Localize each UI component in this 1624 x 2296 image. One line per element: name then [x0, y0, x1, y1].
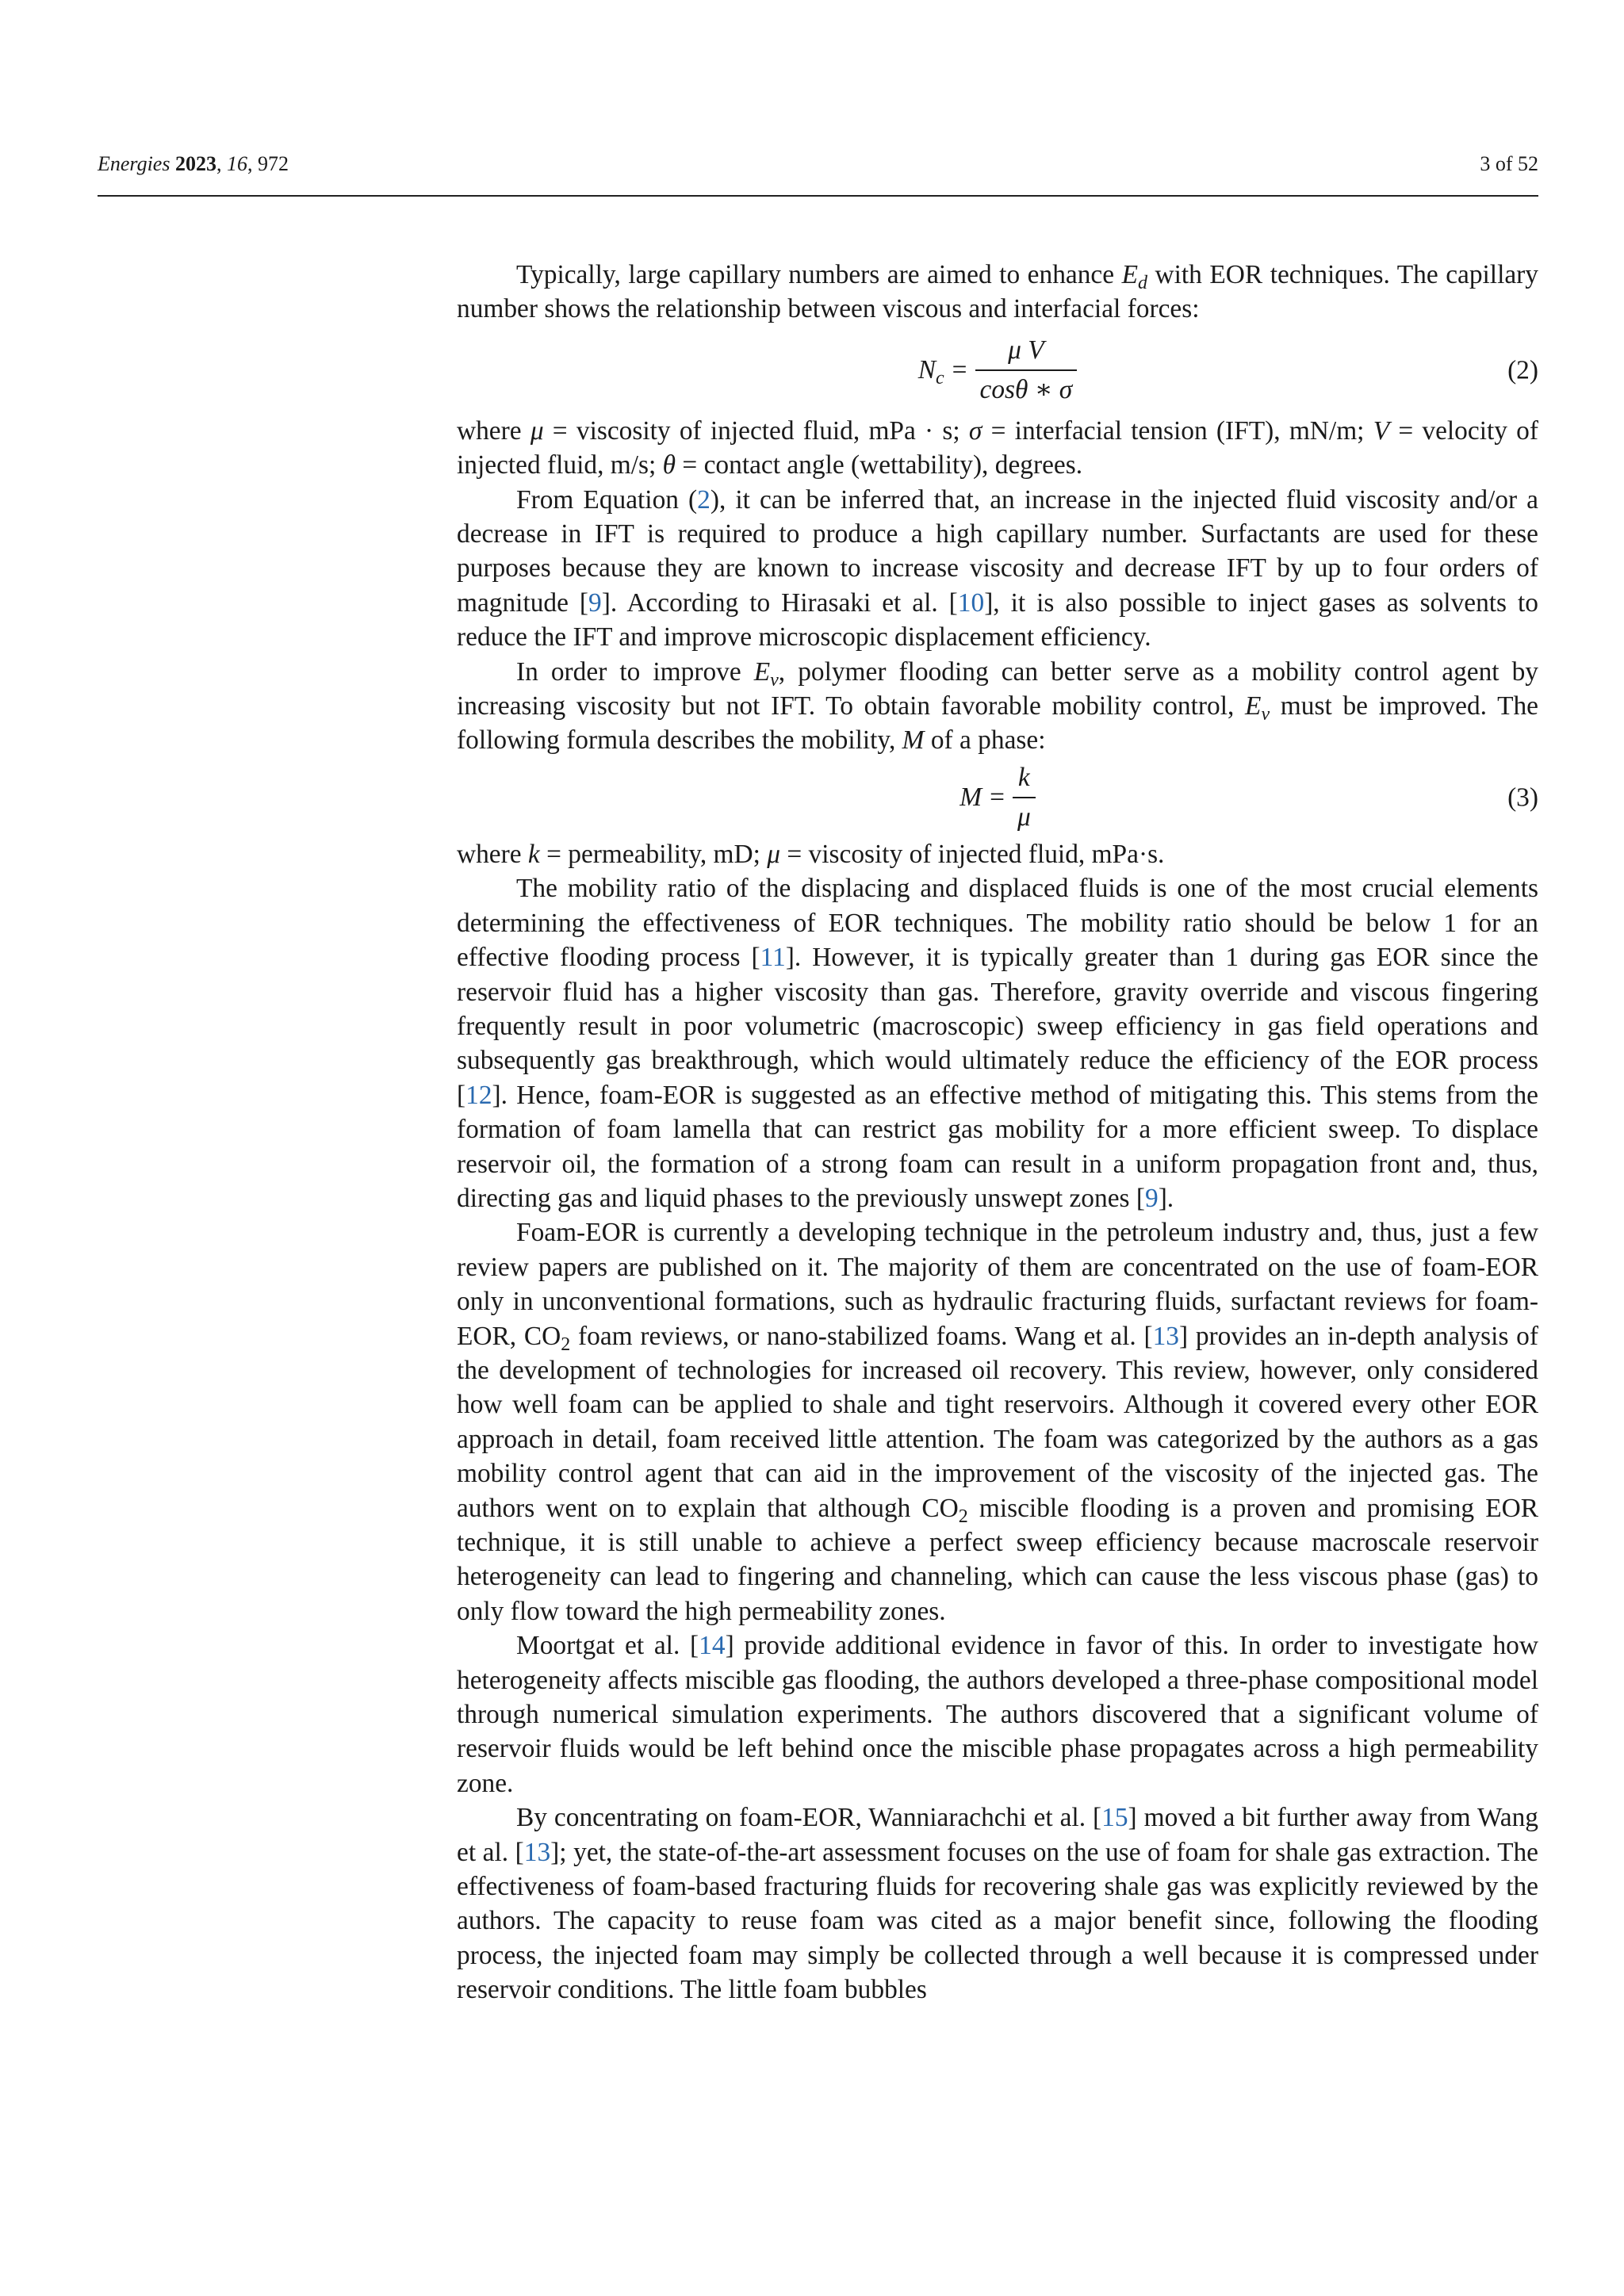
equation-2: $N_c$ = $\frac{\text{μ V}}{\cos\theta ∗ \sigma}$ (2)	[457, 327, 1538, 414]
paragraph-eq3-definitions: where k = permeability, mD; μ = viscosity of injected fluid, mPa·s.	[457, 839, 1165, 869]
paragraph-capillary-intro: Typically, large capillary numbers are aimed to enhance $E_d$ with EOR techniques. The capillary number shows the relationship between viscous and interfacial forces:	[457, 260, 1538, 324]
citation-link[interactable]: 14	[699, 1631, 726, 1661]
paragraph-eq2-definitions: where μ = viscosity of injected fluid, mPa · s; σ = interfacial tension (IFT), mN/m; V = velocity of injected fluid, m/s; θ = contact angle (wettability), degrees.	[457, 415, 1538, 480]
citation-link[interactable]: 12	[465, 1080, 492, 1110]
paragraph-moortgat: Moortgat et al. [14] provide additional evidence in favor of this. In order to investigate how heterogeneity affects miscible gas flooding, the authors developed a three-phase compositional model through numerical simulation experiments. The authors discovered that a significant volume of reservoir fluids would be left behind once the miscible phase propagates across a high permeability zone.	[457, 1631, 1538, 1798]
equation-3-fraction: $\frac{k}{\mu}$	[1013, 760, 1036, 834]
paragraph-foam-eor-reviews: Foam-EOR is currently a developing technique in the petroleum industry and, thus, just a few review papers are published on it. The majority of them are concentrated on the use of foam-EOR only in unconventional formations, such as hydraulic fracturing fluids, surfactant reviews for foam-EOR, $CO_2$ foam reviews, or nano-stabilized foams. Wang et al. [13] provides an in-depth analysis of the development of technologies for increased oil recovery. This review, however, only considered how well foam can be applied to shale and tight reservoirs. Although it covered every other EOR approach in detail, foam received little attention. The foam was categorized by the authors as a gas mobility control agent that can aid in the improvement of the viscosity of the injected gas. The authors went on to explain that although $CO_2$ miscible flooding is a proven and promising EOR technique, it is still unable to achieve a perfect sweep efficiency because macroscale reservoir heterogeneity can lead to fingering and channeling, which can cause the less viscous phase (gas) to only flow toward the high permeability zones.	[457, 1218, 1538, 1626]
citation-link[interactable]: 10	[957, 587, 985, 618]
running-header	[98, 152, 1538, 197]
equation-2-fraction: $\frac{\text{μ V}}{\cos\theta ∗ \sigma}$	[975, 333, 1078, 407]
citation-link[interactable]: 9	[1144, 1183, 1159, 1213]
citation-link[interactable]: 15	[1101, 1803, 1128, 1833]
paragraph-mobility-ratio: The mobility ratio of the displacing and displaced fluids is one of the most crucial elements determining the effectiveness of EOR techniques. The mobility ratio should be below 1 for an effective flooding process [11]. However, it is typically greater than 1 during gas EOR since the reservoir fluid has a higher viscosity than gas. Therefore, gravity override and viscous fingering frequently result in poor volumetric (macroscopic) sweep efficiency in gas field operations and subsequently gas breakthrough, which would ultimately reduce the efficiency of the EOR process [12]. Hence, foam-EOR is suggested as an effective method of mitigating this. This stems from the formation of foam lamella that can restrict gas mobility for a more efficient sweep. To displace reservoir oil, the formation of a strong foam can result in a uniform propagation front and, thus, directing gas and liquid phases to the previously unswept zones [9].	[457, 874, 1538, 1213]
citation-link[interactable]: 13	[523, 1837, 551, 1867]
citation-link[interactable]: 9	[588, 587, 602, 618]
page-number: 3 of 52	[1480, 152, 1538, 175]
citation-link[interactable]: 11	[760, 943, 786, 973]
equation-3: M = $\frac{k}{\mu}$ (3)	[457, 758, 1538, 837]
equation-3-lhs: M	[959, 783, 982, 813]
equation-3-number: (3)	[1507, 783, 1538, 813]
equation-2-number: (2)	[1507, 355, 1538, 385]
paragraph-equation-inference: From Equation (2), it can be inferred that, an increase in the injected fluid viscosity and/or a decrease in IFT is required to produce a high capillary number. Surfactants are used for these purposes because they are known to increase viscosity and decrease IFT by up to four orders of magnitude [9]. According to Hirasaki et al. [10], it is also possible to inject gases as solvents to reduce the IFT and improve microscopic displacement efficiency.	[457, 484, 1538, 652]
journal-citation: Energies 2023, 16, 972	[98, 152, 289, 175]
equation-2-lhs: $N_c$	[917, 355, 944, 389]
paragraph-mobility-control: In order to improve $E_v$, polymer flooding can better serve as a mobility control agent by increasing viscosity but not IFT. To obtain favorable mobility control, $E_v$ must be improved. The following formula describes the mobility, M of a phase:	[457, 656, 1538, 756]
equation-link[interactable]: 2	[697, 484, 710, 515]
citation-link[interactable]: 13	[1152, 1321, 1179, 1351]
paragraph-wanniarachchi: By concentrating on foam-EOR, Wanniarachchi et al. [15] moved a bit further away from Wang et al. [13]; yet, the state-of-the-art assessment focuses on the use of foam for shale gas extraction. The effectiveness of foam-based fracturing fluids for recovering shale gas was explicitly reviewed by the authors. The capacity to reuse foam was cited as a major benefit since, following the flooding process, the injected foam may simply be collected through a well because it is compressed under reservoir conditions. The little foam bubbles	[457, 1803, 1539, 2005]
body-text	[457, 258, 1538, 2007]
